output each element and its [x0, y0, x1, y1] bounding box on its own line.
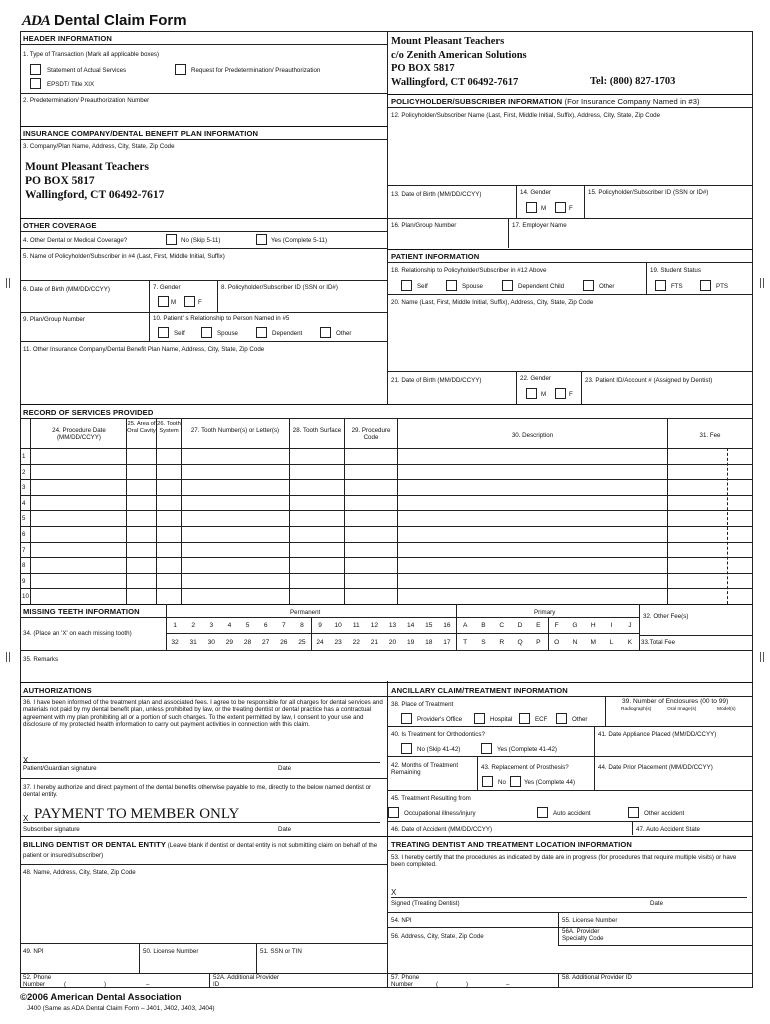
label-actual-services: Statement of Actual Services [47, 67, 127, 74]
tooth-permanent-upper[interactable]: 11 [352, 622, 360, 629]
tooth-permanent-upper[interactable]: 5 [245, 622, 250, 629]
field-15-label: 15. Policyholder/Subscriber ID (SSN or ID#) [588, 189, 709, 196]
tooth-permanent-upper[interactable]: 1 [173, 622, 177, 629]
field-47-label: 47. Auto Accident State [636, 826, 700, 833]
field-19-label: 19. Student Status [650, 267, 701, 274]
field-4-label: 4. Other Dental or Medical Coverage? [23, 237, 128, 244]
field-44-label: 44. Date Prior Placement (MM/DD/CCYY) [598, 764, 713, 771]
tooth-permanent-lower[interactable]: 24 [316, 639, 324, 646]
tooth-permanent-upper[interactable]: 3 [209, 622, 214, 629]
tooth-permanent-upper[interactable]: 9 [318, 622, 322, 629]
checkbox-fts[interactable] [655, 280, 666, 291]
label-signed-treating: Signed (Treating Dentist) [391, 900, 460, 907]
label-gender-m-14: M [541, 205, 547, 212]
label-patient-signature: Patient/Guardian signature [23, 765, 97, 772]
service-row-number: 9 [22, 577, 26, 585]
auth-statement-36: 36. I have been informed of the treatment plan and associated fees. I agree to be responsible for all charges for dental services and materials not paid by my dental benefit plan, unless prohibited by law, or the treating dentist or dental practice has a contractual agreement with my plan prohibiting all or a portion of such charges. To the extent permitted by law, I consent to your use and disclosure of my protected health information to carry out payment activities in connection with this claim. [23, 699, 383, 729]
service-row-number: 6 [22, 531, 26, 538]
label-gender-m-22: M [541, 391, 547, 398]
checkbox-gender-f-7[interactable] [184, 296, 195, 307]
label-patient-dependent: Dependent Child [518, 283, 565, 290]
insurance-section-title: INSURANCE COMPANY/DENTAL BENEFIT PLAN INFORMATION [23, 129, 259, 138]
header-section-title: HEADER INFORMATION [23, 34, 112, 43]
tooth-permanent-lower[interactable]: 22 [352, 639, 360, 646]
checkbox-rel-self-10[interactable] [158, 327, 169, 338]
tooth-primary-lower[interactable]: Q [517, 639, 523, 646]
treating-section-title: TREATING DENTIST AND TREATMENT LOCATION INFORMATION [391, 840, 632, 849]
tooth-primary-lower[interactable]: S [481, 639, 486, 646]
service-row[interactable] [20, 588, 753, 604]
service-row[interactable] [20, 464, 753, 480]
service-row-number: 5 [22, 515, 26, 523]
checkbox-providers-office[interactable] [401, 713, 412, 724]
billing-phone-paren-open: ( [64, 981, 67, 988]
field-32-label: 32. Other Fee(s) [643, 613, 689, 620]
tooth-permanent-lower[interactable]: 18 [425, 639, 433, 646]
policyholder-section-text: POLICYHOLDER/SUBSCRIBER INFORMATION [391, 97, 563, 106]
services-section-title: RECORD OF SERVICES PROVIDED [23, 408, 154, 417]
tooth-permanent-lower[interactable]: 31 [189, 639, 197, 646]
tooth-primary-upper[interactable]: E [536, 622, 541, 629]
tooth-primary-lower[interactable]: T [463, 639, 468, 646]
field-9-label: 9. Plan/Group Number [23, 316, 85, 323]
tooth-primary-lower[interactable]: R [499, 639, 505, 646]
tooth-permanent-lower[interactable]: 17 [443, 639, 451, 646]
checkbox-predetermination[interactable] [175, 64, 186, 75]
checkbox-gender-m-14[interactable] [526, 202, 537, 213]
field-35-label: 35. Remarks [23, 656, 59, 663]
patient-signature-line[interactable] [23, 762, 380, 763]
auth-x-37: X [23, 814, 29, 823]
checkbox-prosthesis-yes[interactable] [510, 776, 521, 787]
tooth-permanent-lower[interactable]: 19 [407, 639, 415, 646]
col-procedure-date: 24. Procedure Date (MM/DD/CCYY) [52, 427, 106, 441]
field-16-label: 16. Plan/Group Number [391, 222, 457, 229]
tooth-permanent-upper[interactable]: 15 [425, 622, 433, 629]
service-row[interactable] [20, 495, 753, 511]
field-52-label: 52. Phone Number [23, 974, 52, 988]
field-17-label: 17. Employer Name [512, 222, 567, 229]
field-6-label: 6. Date of Birth (MM/DD/CCYY) [23, 286, 110, 293]
label-ortho-yes: Yes (Complete 41-42) [497, 746, 557, 753]
field-46-label: 46. Date of Accident (MM/DD/CCYY) [391, 826, 493, 833]
label-fts: FTS [671, 283, 683, 290]
field-23-label: 23. Patient ID/Account # (Assigned by Dentist) [585, 377, 713, 384]
tooth-primary-upper[interactable]: G [572, 622, 578, 629]
missing-teeth-section-title: MISSING TEETH INFORMATION [23, 607, 140, 616]
checkbox-ecf[interactable] [519, 713, 530, 724]
checkbox-patient-dependent[interactable] [502, 280, 513, 291]
label-ortho-no: No (Skip 41-42) [417, 746, 461, 753]
label-gender-m-7: M [171, 299, 177, 306]
label-date-36: Date [278, 765, 292, 772]
policyholder-section-title [391, 97, 700, 106]
payment-to-member: PAYMENT TO MEMBER ONLY [34, 806, 240, 822]
tooth-permanent-lower[interactable]: 28 [243, 639, 252, 646]
field-40-label: 40. Is Treatment for Orthodontics? [391, 731, 485, 738]
label-place-other: Other [572, 716, 588, 723]
tooth-permanent-upper[interactable]: 4 [227, 622, 232, 629]
checkbox-gender-f-14[interactable] [555, 202, 566, 213]
tooth-primary-upper[interactable]: B [481, 622, 486, 629]
label-gender-f-22: F [569, 391, 573, 398]
tooth-permanent-lower[interactable]: 25 [298, 639, 306, 646]
field-13-label: 13. Date of Birth (MM/DD/CCYY) [391, 191, 482, 198]
field-43-label: 43. Replacement of Prosthesis? [481, 764, 569, 771]
checkbox-gender-m-22[interactable] [526, 388, 537, 399]
tooth-permanent-upper[interactable]: 7 [281, 622, 286, 629]
policyholder-section-note: (For Insurance Company Named in #3) [564, 97, 700, 106]
label-oral-images: Oral Image(s) [667, 707, 697, 712]
tooth-permanent-upper[interactable]: 16 [443, 622, 451, 629]
checkbox-gender-m-7[interactable] [158, 296, 169, 307]
checkbox-epsdt[interactable] [30, 78, 41, 89]
mailing-address [391, 35, 527, 89]
checkbox-other-coverage-yes[interactable] [256, 234, 267, 245]
label-primary: Primary [534, 609, 556, 616]
checkbox-ortho-yes[interactable] [481, 743, 492, 754]
field-20-label: 20. Name (Last, First, Middle Initial, Suffix), Address, City, State, Zip Code [391, 299, 594, 306]
label-providers-office: Provider's Office [417, 716, 463, 723]
field-38-label: 38. Place of Treatment [391, 701, 454, 708]
field-58-label: 58. Additional Provider ID [562, 974, 632, 981]
field-22-label: 22. Gender [520, 375, 551, 382]
label-rel-self-10: Self [174, 330, 185, 337]
checkbox-actual-services[interactable] [30, 64, 41, 75]
col-tooth-system: 26. Tooth System [157, 421, 181, 434]
insurance-line-3: Wallingford, CT 06492-7617 [25, 189, 165, 201]
service-row[interactable] [20, 526, 753, 542]
checkbox-place-other[interactable] [556, 713, 567, 724]
checkbox-auto-accident[interactable] [537, 807, 548, 818]
mailing-line-2: c/o Zenith American Solutions [391, 49, 527, 61]
service-row-number: 1 [22, 453, 26, 460]
tooth-permanent-upper[interactable]: 12 [370, 622, 379, 629]
ancillary-section-title: ANCILLARY CLAIM/TREATMENT INFORMATION [391, 686, 568, 695]
checkbox-hospital[interactable] [474, 713, 485, 724]
mailing-phone: Tel: (800) 827-1703 [590, 76, 676, 87]
tooth-primary-lower[interactable]: P [536, 639, 541, 646]
service-row-number: 4 [22, 499, 26, 507]
service-row-number: 8 [22, 562, 26, 570]
checkbox-patient-self[interactable] [401, 280, 412, 291]
label-pts: PTS [716, 283, 729, 290]
field-45-label: 45. Treatment Resulting from [391, 795, 471, 802]
label-subscriber-signature: Subscriber signature [23, 826, 80, 833]
insurance-line-2: PO BOX 5817 [25, 175, 95, 187]
field-51-label: 51. SSN or TIN [260, 948, 302, 955]
registration-mark [760, 652, 764, 662]
checkbox-prosthesis-no[interactable] [482, 776, 493, 787]
treating-phone-paren-open: ( [436, 981, 439, 988]
label-ecf: ECF [535, 716, 548, 723]
label-auto-accident: Auto accident [553, 810, 591, 817]
auth-section-title: AUTHORIZATIONS [23, 686, 92, 695]
billing-section-title: BILLING DENTIST OR DENTAL ENTITY [23, 840, 166, 849]
field-10-label: 10. Patient' s Relationship to Person Named in #5 [153, 315, 290, 322]
field-52a-label: 52A. Additional Provider ID [213, 974, 280, 988]
tooth-primary-upper[interactable]: H [590, 622, 596, 629]
field-57-label: 57. Phone Number [391, 974, 420, 988]
service-row[interactable] [20, 542, 753, 558]
footer-copyright: ©2006 American Dental Association [20, 992, 182, 1003]
tooth-primary-upper[interactable]: C [499, 622, 505, 629]
treating-x: X [391, 888, 397, 897]
tooth-permanent-upper[interactable]: 10 [334, 622, 342, 629]
field-48-label: 48. Name, Address, City, State, Zip Code [23, 869, 136, 876]
label-prosthesis-yes: Yes (Complete 44) [524, 779, 576, 786]
field-21-label: 21. Date of Birth (MM/DD/CCYY) [391, 377, 482, 384]
checkbox-other-coverage-no[interactable] [166, 234, 177, 245]
billing-phone-paren-close: ) [104, 981, 107, 988]
field-18-label: 18. Relationship to Policyholder/Subscriber in #12 Above [391, 267, 547, 274]
label-models: Model(s) [717, 707, 736, 712]
patient-section-title: PATIENT INFORMATION [391, 252, 480, 261]
label-gender-f-14: F [569, 205, 573, 212]
tooth-permanent-upper[interactable]: 6 [263, 622, 268, 629]
field-34-label: 34. (Place an 'X' on each missing tooth) [23, 630, 132, 637]
field-12-label: 12. Policyholder/Subscriber Name (Last, First, Middle Initial, Suffix), Address, City, State, Zip Code [391, 112, 661, 119]
footer-form-number: J400 (Same as ADA Dental Claim Form – J401, J402, J403, J404) [27, 1005, 215, 1012]
field-49-label: 49. NPI [23, 948, 44, 955]
mailing-line-4: Wallingford, CT 06492-7617 [391, 76, 519, 88]
field-8-label: 8. Policyholder/Subscriber ID (SSN or ID#) [221, 284, 338, 291]
label-prosthesis-no: No [498, 779, 506, 786]
treating-statement-53: 53. I hereby certify that the procedures as indicated by date are in progress (for procedures that require multiple visits) or have been completed. [391, 854, 737, 869]
checkbox-rel-dependent-10[interactable] [256, 327, 267, 338]
field-11-label: 11. Other Insurance Company/Dental Benefit Plan Name, Address, City, State, Zip Code [23, 346, 265, 353]
auth-statement-37: 37. I hereby authorize and direct payment of the dental benefits otherwise payable to me, directly to the below named dentist or dental entity. [23, 784, 372, 799]
tooth-primary-lower[interactable]: L [609, 639, 614, 646]
billing-section-note: (Leave blank if dentist or dental entity is not submitting claim on behalf of the patient or insured/subscriber) [23, 842, 378, 859]
service-row-number: 10 [22, 593, 29, 601]
checkbox-patient-spouse[interactable] [446, 280, 457, 291]
tooth-permanent-lower[interactable]: 21 [370, 639, 379, 646]
label-epsdt: EPSDT/ Title XIX [47, 81, 95, 88]
col-area: 25. Area of Oral Cavity [127, 421, 156, 434]
tooth-permanent-lower[interactable]: 23 [334, 639, 342, 646]
insurance-line-1: Mount Pleasant Teachers [25, 161, 149, 173]
registration-mark [6, 652, 10, 662]
tooth-primary-upper[interactable]: A [462, 622, 468, 629]
billing-phone-dash: – [146, 981, 150, 988]
tooth-primary-lower[interactable]: O [554, 639, 560, 646]
insurance-address[interactable] [25, 160, 164, 202]
label-hospital: Hospital [490, 716, 513, 723]
field-50-label: 50. License Number [143, 948, 199, 955]
auth-x-36: X [23, 756, 29, 765]
label-rel-spouse-10: Spouse [217, 330, 238, 337]
tooth-permanent-upper[interactable]: 13 [388, 622, 397, 629]
label-permanent: Permanent [290, 609, 321, 616]
field-56-label: 56. Address, City, State, Zip Code [391, 933, 484, 940]
field-39-label: 39. Number of Enclosures (00 to 99) [622, 698, 729, 705]
label-predetermination: Request for Predetermination/ Preauthorization [191, 67, 321, 74]
field-33-label: 33.Total Fee [641, 639, 676, 646]
other-coverage-section-title: OTHER COVERAGE [23, 221, 97, 230]
checkbox-other-accident[interactable] [628, 807, 639, 818]
field-7-label: 7. Gender [153, 284, 181, 291]
form-title [22, 12, 187, 30]
service-row-number: 3 [22, 484, 26, 492]
tooth-primary-upper[interactable]: I [610, 622, 613, 629]
mailing-line-1: Mount Pleasant Teachers [391, 36, 505, 47]
label-radiographs: Radiograph(s) [621, 707, 652, 712]
label-other-coverage-yes: Yes (Complete 5-11) [271, 237, 328, 244]
label-patient-other: Other [599, 283, 615, 290]
treating-signature-line[interactable] [391, 897, 747, 898]
tooth-primary-upper[interactable]: J [628, 622, 632, 629]
tooth-permanent-lower[interactable]: 20 [388, 639, 397, 646]
label-patient-self: Self [417, 283, 428, 290]
tooth-permanent-lower[interactable]: 26 [280, 639, 288, 646]
tooth-permanent-lower[interactable]: 32 [171, 639, 179, 646]
label-rel-dependent-10: Dependent [272, 330, 303, 337]
service-row[interactable] [20, 479, 753, 495]
subscriber-signature-line[interactable] [23, 822, 380, 823]
field-41-label: 41. Date Appliance Placed (MM/DD/CCYY) [598, 731, 717, 738]
tooth-primary-lower[interactable]: K [627, 639, 633, 646]
tooth-primary-lower[interactable]: M [590, 639, 596, 646]
tooth-primary-upper[interactable]: F [554, 622, 559, 629]
field-1-label: 1. Type of Transaction (Mark all applicable boxes) [23, 51, 160, 58]
service-row[interactable] [20, 510, 753, 526]
field-56a-label: 56A. Provider Specialty Code [562, 928, 604, 942]
service-row[interactable] [20, 573, 753, 589]
checkbox-occupational[interactable] [388, 807, 399, 818]
field-42-label: 42. Months of Treatment Remaining [391, 762, 459, 776]
tooth-permanent-upper[interactable]: 14 [407, 622, 415, 629]
label-other-coverage-no: No (Skip 5-11) [181, 237, 221, 244]
label-rel-other-10: Other [336, 330, 352, 337]
field-14-label: 14. Gender [520, 189, 551, 196]
field-3-label: 3. Company/Plan Name, Address, City, State, Zip Code [23, 143, 175, 150]
service-row[interactable] [20, 448, 753, 464]
checkbox-patient-other[interactable] [583, 280, 594, 291]
tooth-primary-lower[interactable]: N [572, 639, 578, 646]
col-description: 30. Description [511, 432, 554, 439]
field-54-label: 54. NPI [391, 917, 412, 924]
label-patient-spouse: Spouse [462, 283, 483, 290]
checkbox-ortho-no[interactable] [401, 743, 412, 754]
tooth-primary-upper[interactable]: D [517, 622, 523, 629]
field-55-label: 55. License Number [562, 917, 618, 924]
checkbox-gender-f-22[interactable] [555, 388, 566, 399]
treating-phone-paren-close: ) [466, 981, 469, 988]
mailing-line-3: PO BOX 5817 [391, 63, 455, 74]
tooth-permanent-lower[interactable]: 29 [225, 639, 234, 646]
col-tooth-number: 27. Tooth Number(s) or Letter(s) [190, 427, 280, 434]
treating-phone-dash: – [506, 981, 510, 988]
billing-section-header [23, 840, 383, 861]
service-row-number: 7 [22, 546, 26, 554]
label-occupational: Occupational illness/injury [404, 810, 476, 817]
tooth-permanent-upper[interactable]: 2 [191, 622, 196, 629]
form-title-text: Dental Claim Form [54, 12, 187, 29]
tooth-permanent-upper[interactable]: 8 [300, 622, 304, 629]
col-tooth-surface: 28. Tooth Surface [292, 427, 342, 434]
label-gender-f-7: F [198, 299, 202, 306]
checkbox-rel-other-10[interactable] [320, 327, 331, 338]
tooth-permanent-lower[interactable]: 27 [262, 639, 270, 646]
label-date-53: Date [650, 900, 664, 907]
col-procedure-code: 29. Procedure Code [351, 427, 391, 441]
label-date-37: Date [278, 826, 292, 833]
field-5-label: 5. Name of Policyholder/Subscriber in #4 (Last, First, Middle Initial, Suffix) [23, 253, 225, 260]
field-2-label: 2. Predetermination/ Preauthorization Number [23, 97, 150, 104]
label-other-accident: Other accident [644, 810, 685, 817]
service-row-number: 2 [22, 468, 26, 476]
registration-mark [6, 278, 10, 288]
tooth-permanent-lower[interactable]: 30 [207, 639, 215, 646]
service-row[interactable] [20, 557, 753, 573]
registration-mark [760, 278, 764, 288]
checkbox-rel-spouse-10[interactable] [201, 327, 212, 338]
ada-logo: ADA [22, 13, 50, 29]
col-fee: 31. Fee [699, 432, 721, 439]
checkbox-pts[interactable] [700, 280, 711, 291]
